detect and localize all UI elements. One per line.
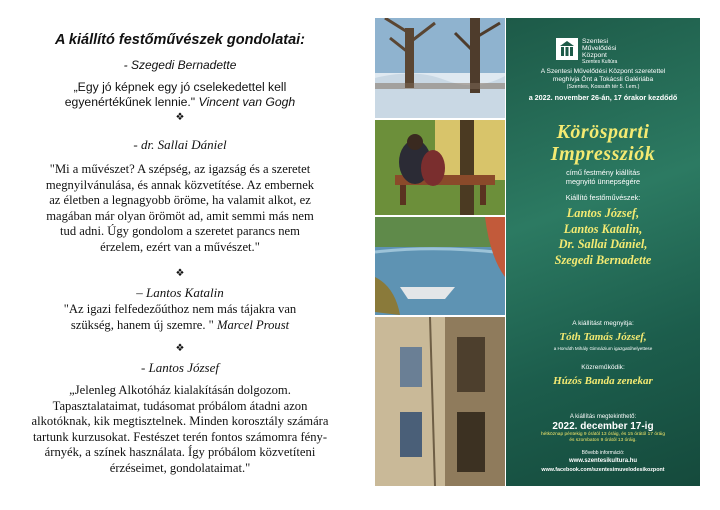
quote-line: érzelem, ezért van a művészet."	[100, 239, 260, 254]
hours-line: hétköznap péntekig 9 órától 13 óráig, és 15 órától 17 óráig	[540, 432, 665, 437]
artist-list-item: Lantos József,	[566, 206, 640, 220]
quote-line: szükség, hanem új szemre. " Marcel Proust	[70, 317, 290, 332]
quote-line: alkotóknak, kik megtisztelnek. Minden korosztály számára	[31, 414, 329, 429]
opening-hours	[506, 432, 700, 444]
painting-winter-trees	[375, 18, 505, 118]
artist-list-item: Lantos Katalin,	[563, 221, 643, 236]
quote-line: tartunk kurzusokat. Festészet terén fontos számomra fény-	[32, 429, 328, 444]
quote-text	[0, 162, 360, 256]
quote-text	[0, 383, 360, 477]
logo-text: Központ	[582, 52, 607, 59]
building-icon	[556, 38, 578, 60]
quote-line: árnyék, a színek használata. Így próbálom közvetíteni	[44, 445, 316, 460]
website-link[interactable]: www.szentesikultura.hu	[568, 458, 638, 464]
artist-name: – Lantos Katalin	[136, 285, 224, 300]
subtitle	[506, 168, 700, 186]
logo-text: Szentesi	[582, 38, 609, 45]
divider-icon: ❖	[175, 268, 185, 279]
artists-label: Kiállító festőművészek:	[565, 193, 641, 202]
painting-old-house	[375, 317, 505, 486]
quote-line: egyenértékűnek lennie." Vincent van Gogh	[64, 95, 296, 109]
quote-line: érzéseimet, gondolataimat."	[109, 460, 251, 475]
info-label: Bővebb információ:	[581, 450, 625, 456]
artist-list	[506, 206, 700, 268]
quote-line: „Egy jó képnek egy jó cselekedettel kell	[73, 80, 287, 94]
quote-line: tud adni. Úgy gondolom a szeretet parancs nem	[60, 224, 300, 239]
intro-text	[506, 68, 700, 102]
quote-author: Marcel Proust	[216, 317, 290, 332]
facebook-link[interactable]: www.facebook.com/szentesimuvelodesikozpont	[541, 467, 665, 473]
quote-text	[0, 80, 360, 110]
artist-list-item: Dr. Sallai Dániel,	[558, 237, 648, 251]
viewing-until: 2022. december 17-ig	[552, 421, 654, 432]
quote-line: Tapasztalataimat, tudásomat próbálom átadni azon	[52, 398, 308, 413]
band-name: Húzós Banda zenekar	[553, 375, 653, 387]
exhibition-poster	[375, 18, 700, 486]
quote-line: az életben a legnagyobb öröme, ha valamit alkot, ez	[49, 193, 311, 208]
quote-text	[0, 302, 360, 333]
painting-lovers-bench	[375, 120, 505, 215]
painting-boat-lake	[375, 217, 505, 315]
exhibition-title	[506, 121, 700, 165]
intro-line: meghívja Önt a Tokácsli Galériába	[552, 76, 654, 83]
painting-strip	[375, 18, 505, 486]
quote-author: Vincent van Gogh	[198, 95, 296, 109]
quote-line: „Jelenleg Alkotóház kialakításán dolgozom.	[69, 383, 291, 397]
intro-line: A Szentesi Művelődési Központ szeretettel	[540, 68, 666, 75]
subtitle-line: megnyitó ünnepségére	[565, 177, 641, 186]
contributor-label: Közreműködik:	[581, 364, 625, 371]
event-date: a 2022. november 26-án, 17 órakor kezdődő	[528, 93, 678, 102]
address: (Szentes, Kossuth tér 5. I.em.)	[566, 84, 640, 90]
invitation-card	[506, 18, 700, 486]
artist-name: - Szegedi Bernadette	[123, 58, 237, 72]
artist-name: - Lantos József	[141, 360, 219, 375]
artist-list-item: Szegedi Bernadette	[554, 252, 652, 267]
quote-line: "Az igazi felfedezőúthoz nem más tájakra van	[63, 302, 297, 316]
quote-line: magában már olyan örömöt ad, amit semmi más nem	[46, 208, 314, 223]
hours-line: és szombaton 9 órától 13 óráig.	[569, 438, 637, 443]
artist-name: - dr. Sallai Dániel	[133, 137, 227, 152]
logo-text: Művelődési	[582, 45, 617, 52]
opener-role: a Horváth Mihály Gimnázium igazgatóhelyettese	[553, 346, 653, 351]
title-line: Körösparti	[556, 121, 650, 143]
subtitle-line: című festmény kiállítás	[566, 168, 640, 177]
title-line: Impressziók	[550, 143, 656, 165]
logo-text: Szentes Kultúra	[582, 59, 618, 65]
divider-icon: ❖	[175, 343, 185, 354]
opener-name: Tóth Tamás József,	[559, 331, 647, 343]
page-title: A kiállító festőművészek gondolatai:	[54, 32, 306, 48]
opener-label: A kiállítást megnyitja:	[572, 320, 634, 327]
divider-icon: ❖	[175, 112, 185, 123]
quote-line: megnyilvánulása, és annak közvetítése. Az embernek	[45, 177, 315, 192]
viewing-label: A kiállítás megtekinthető:	[569, 414, 637, 420]
quote-line: "Mi a művészet? A szépség, az igazság és a szeretet	[49, 162, 311, 176]
